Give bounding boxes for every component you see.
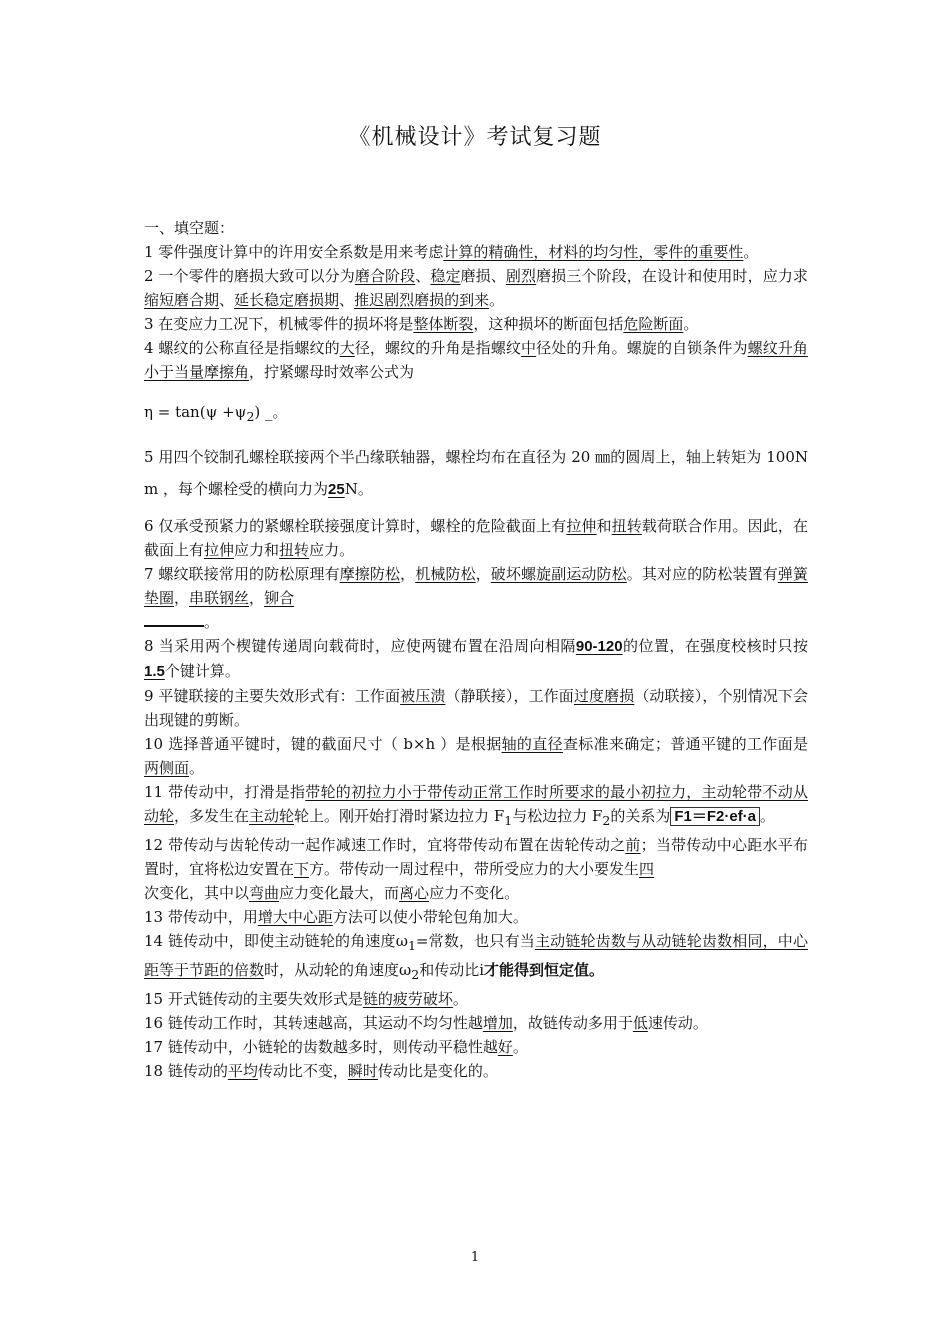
text: 5 用四个铰制孔螺栓联接两个半凸缘联轴器，螺栓均布在直径为 20 ㎜的圆周上，轴上转矩为 100N m ，每个螺栓受的横向力为	[144, 448, 808, 498]
section-heading: 一、填空题：	[144, 219, 235, 237]
text: 磨损三个阶段，在设计和使用时，应力求	[536, 267, 808, 285]
text: 、	[219, 291, 235, 309]
text: 4 螺纹的公称直径是指螺纹的	[144, 339, 340, 357]
answer: 延长稳定磨损期	[234, 291, 340, 309]
text: ，	[400, 565, 416, 583]
text: ，这种损坏的断面包括	[473, 315, 624, 333]
answer-formula-box: F1＝F2·ef·a	[670, 807, 760, 826]
text: 。	[452, 990, 468, 1008]
answer: 中	[521, 339, 537, 357]
subscript: 1	[407, 938, 416, 953]
question-2	[144, 264, 808, 312]
answer: 两侧面	[144, 759, 190, 777]
text: 径处的升角。螺旋的自锁条件为	[536, 339, 748, 357]
answer: 拉伸	[204, 541, 235, 559]
answer: 下	[294, 860, 310, 878]
answer: 瞬时	[347, 1062, 378, 1080]
answer: 离心	[399, 884, 430, 902]
question-1	[144, 240, 808, 264]
text: ；当带传动中心距水平布置时，宜将松边安置在	[144, 836, 808, 878]
blank-bar	[144, 621, 204, 627]
text: 与松边拉力 F	[512, 807, 603, 825]
text: 3 在变应力工况下，机械零件的损坏将是	[144, 315, 414, 333]
text: 。	[512, 1038, 528, 1056]
page-number: 1	[470, 1250, 480, 1265]
text: 传动比是变化的。	[377, 1062, 498, 1080]
answer: 轴的直径	[501, 735, 563, 753]
text: 和传动比i	[419, 961, 485, 979]
text: 载荷联合作用。因此，在截面上有	[144, 517, 808, 559]
formula-text: ) _。	[254, 403, 288, 421]
subscript: 2	[411, 967, 420, 982]
answer: 摩擦防松	[339, 565, 401, 583]
question-13	[144, 905, 808, 929]
document-title: 《机械设计》考试复习题	[348, 125, 602, 150]
text: 。其对应的防松装置有	[626, 565, 778, 583]
question-11	[144, 780, 808, 833]
question-16	[144, 1011, 808, 1035]
answer: 推迟剧烈磨损的到来	[354, 291, 490, 309]
text: 。	[760, 807, 776, 825]
text: 查标准来确定；普通平键的工作面是	[562, 735, 808, 753]
text: 应力变化最大，而	[279, 884, 400, 902]
text: 9 平键联接的主要失效形式有：工作面	[144, 687, 401, 705]
answer: 带轮的初拉力小于带传动正常工作时所要求的最小初拉力，主动轮带不动从动轮	[144, 783, 808, 825]
answer: 过度磨损	[573, 687, 635, 705]
formula-text: η = tan(ψ +ψ	[144, 403, 247, 421]
text: 2 一个零件的磨损大致可以分为	[144, 267, 355, 285]
text: 、	[415, 267, 431, 285]
question-18	[144, 1059, 808, 1083]
answer: 增加	[482, 1014, 513, 1032]
subscript: 1	[504, 813, 513, 828]
text: 17 链传动中，小链轮的齿数越多时，则传动平稳性越	[144, 1038, 498, 1056]
answer: 主动链轮齿数与从动链轮齿数相同，中心距等于节距的倍数	[144, 932, 808, 979]
question-15	[144, 987, 808, 1011]
text: 。	[489, 291, 505, 309]
question-10	[144, 732, 808, 780]
text: ，	[174, 589, 190, 607]
text: （动联接），个别情况下会出现键的剪断。	[144, 687, 808, 729]
text: 的位置，在强度校核时只按	[622, 637, 808, 655]
answer-line	[144, 610, 808, 634]
question-9	[144, 684, 808, 732]
question-6	[144, 514, 808, 562]
text: （静联接），工作面	[445, 687, 574, 705]
answer: 前	[625, 836, 641, 854]
question-12	[144, 833, 808, 905]
text: 次变化，其中以	[144, 884, 250, 902]
text: ，	[249, 589, 265, 607]
question-17	[144, 1035, 808, 1059]
text: 和	[596, 517, 612, 535]
answer: 1.5	[144, 663, 165, 680]
answer: 主动轮	[249, 807, 295, 825]
answer: 稳定	[430, 267, 461, 285]
text: 应力和	[234, 541, 280, 559]
emphasis: 才能得到恒定值。	[484, 962, 605, 979]
text: 方。带传动一周过程中，带所受应力的大小要发生	[309, 860, 640, 878]
question-5	[144, 441, 808, 506]
text: ，	[475, 565, 491, 583]
text: 16 链传动工作时，其转速越高，其运动不均匀性越	[144, 1014, 483, 1032]
text: ，故链传动多用于	[512, 1014, 633, 1032]
question-7	[144, 562, 808, 610]
answer: 四	[639, 860, 655, 878]
text: 11 带传动中，打滑是指	[144, 783, 306, 801]
text: 轮上。刚开始打滑时紧边拉力 F	[294, 807, 505, 825]
text: 。	[743, 243, 759, 261]
answer: 铆合	[264, 589, 295, 607]
efficiency-formula	[144, 400, 808, 429]
text: 18 链传动的	[144, 1062, 228, 1080]
answer: 低	[632, 1014, 648, 1032]
answer: 破坏螺旋副运动防松	[490, 565, 627, 583]
text: 15 开式链传动的主要失效形式是	[144, 990, 363, 1008]
text: 14 链传动中，即使主动链轮的角速度ω	[144, 932, 408, 950]
question-8	[144, 634, 808, 684]
answer: 磨合阶段	[354, 267, 416, 285]
text: 1 零件强度计算中的许用安全系数是用来考虑	[144, 243, 444, 261]
text: ，拧紧螺母时效率公式为	[249, 363, 415, 381]
text: 磨损、	[460, 267, 506, 285]
subscript: 2	[602, 813, 611, 828]
answer: 弯曲	[249, 884, 280, 902]
answer: 扭转	[611, 517, 642, 535]
text: 的关系为	[610, 807, 671, 825]
text: 应力不变化。	[429, 884, 520, 902]
question-3	[144, 312, 808, 336]
text: 径，螺纹的升角是指螺纹	[354, 339, 521, 357]
answer: 串联钢丝	[189, 589, 250, 607]
answer: 机械防松	[415, 565, 476, 583]
answer: 计算的精确性，材料的均匀性，零件的重要性	[443, 243, 744, 261]
text: 。	[683, 315, 699, 333]
text: 10 选择普通平键时，键的截面尺寸（ b×h ）是根据	[144, 735, 502, 753]
answer: 整体断裂	[413, 315, 474, 333]
answer: 25	[328, 481, 345, 498]
answer: 危险断面	[623, 315, 684, 333]
text: 应力。	[309, 541, 355, 559]
answer: 拉伸	[566, 517, 597, 535]
text: 7 螺纹联接常用的防松原理有	[144, 565, 340, 583]
text: 传动比不变，	[257, 1062, 348, 1080]
text: 时，从动轮的角速度ω	[264, 961, 412, 979]
answer: 扭转	[279, 541, 310, 559]
question-14	[144, 929, 808, 987]
answer: 增大中心距	[257, 908, 333, 926]
text: 。	[189, 759, 205, 777]
answer: 好	[497, 1038, 513, 1056]
answer: 链的疲劳破坏	[362, 990, 453, 1008]
answer: 被压溃	[400, 687, 446, 705]
question-4	[144, 336, 808, 384]
text: 13 带传动中，用	[144, 908, 258, 926]
answer: 缩短磨合期	[144, 291, 220, 309]
text: 方法可以使小带轮包角加大。	[332, 908, 528, 926]
text: 个键计算。	[164, 662, 240, 680]
answer: 大	[339, 339, 355, 357]
text: 。	[204, 613, 220, 631]
text: N。	[344, 480, 373, 498]
answer: 螺纹升角小于当量摩擦角	[144, 339, 808, 381]
text: 速传动。	[647, 1014, 708, 1032]
text: 8 当采用两个楔键传递周向载荷时，应使两键布置在沿周向相隔	[144, 637, 576, 655]
question-list	[144, 216, 808, 1083]
answer: 90-120	[575, 638, 623, 655]
formula-subscript: 2	[246, 409, 255, 424]
answer: 弹簧垫圈	[144, 565, 808, 607]
text: ，多发生在	[174, 807, 250, 825]
answer: 平均	[227, 1062, 258, 1080]
text: 6 仅承受预紧力的紧螺栓联接强度计算时，螺栓的危险截面上有	[144, 517, 567, 535]
text: 12 带传动与齿轮传动一起作减速工作时，宜将带传动布置在齿轮传动之	[144, 836, 626, 854]
answer: 剧烈	[505, 267, 537, 285]
text: =常数，也只有当	[415, 932, 535, 950]
text: 、	[339, 291, 355, 309]
